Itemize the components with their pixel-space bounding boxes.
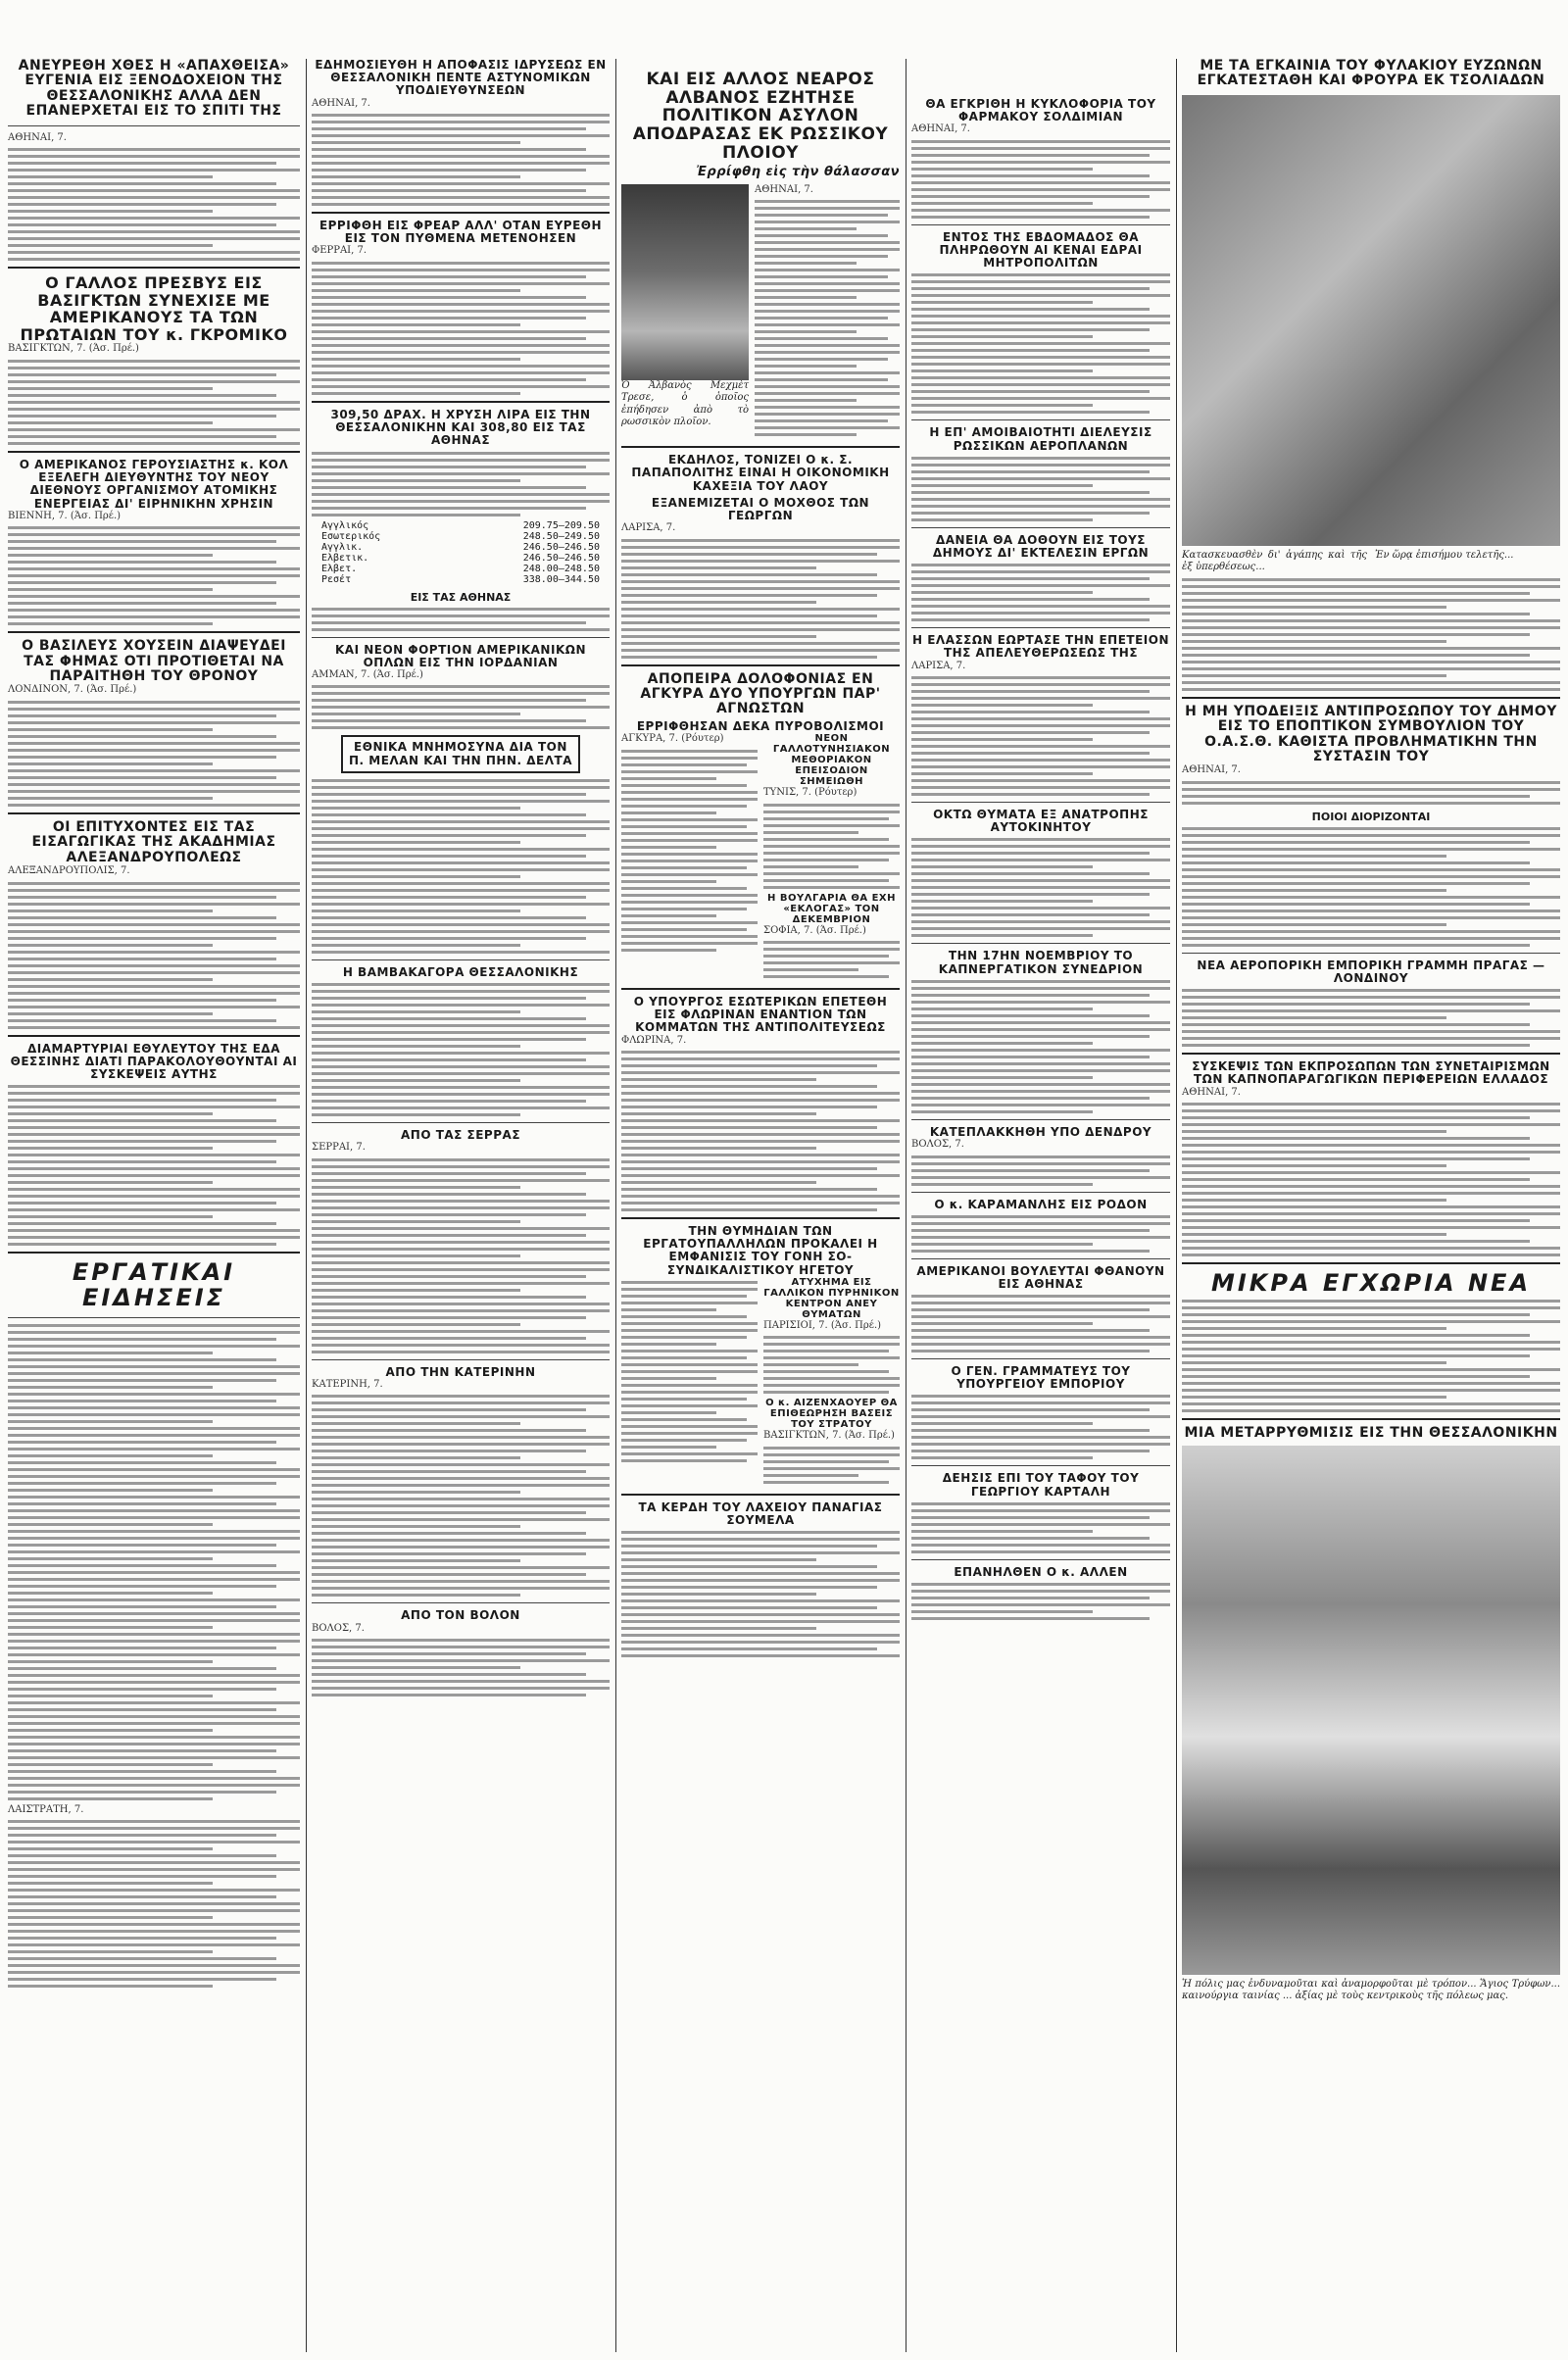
headline: ΕΚΔΗΛΟΣ, ΤΟΝΙΖΕΙ Ο κ. Σ. ΠΑΠΑΠΟΛΙΤΗΣ ΕΙΝΑΙ Η ΟΙΚΟΝΟΜΙΚΗ ΚΑΧΕΞΙΑ ΤΟΥ ΛΑΟΥ (631, 453, 890, 493)
article-body (312, 1639, 610, 1696)
headline: ΑΝΕΥΡΕΘΗ ΧΘΕΣ Η «ΑΠΑΧΘΕΙΣΑ» ΕΥΓΕΝΙΑ ΕΙΣ ΞΕΝΟΔΟΧΕΙΟΝ ΤΗΣ ΘΕΣΣΑΛΟΝΙΚΗΣ ΑΛΛΑ ΔΕΝ ΕΠΑΝΕΡΧΕΤΑΙ ΕΙΣ ΤΟ ΣΠΙΤΙ ΤΗΣ (18, 58, 290, 120)
dateline: ΑΘΗΝΑΙ, 7. (755, 183, 813, 195)
headline: ΑΠΟ ΤΗΝ ΚΑΤΕΡΙΝΗΝ (385, 1364, 536, 1379)
article-body (8, 360, 300, 445)
dateline: ΑΓΚΥΡΑ, 7. (Ρόυτερ) (621, 733, 724, 745)
headline: ΣΥΣΚΕΨΙΣ ΤΩΝ ΕΚΠΡΟΣΩΠΩΝ ΤΩΝ ΣΥΝΕΤΑΙΡΙΣΜΩΝ ΤΩΝ ΚΑΠΝΟΠΑΡΑΓΩΓΙΚΩΝ ΠΕΡΙΦΕΡΕΙΩΝ ΕΛΛΑΔΟΣ (1192, 1059, 1550, 1087)
headline: ΝΕΑ ΑΕΡΟΠΟΡΙΚΗ ΕΜΠΟΡΙΚΗ ΓΡΑΜΜΗ ΠΡΑΓΑΣ — ΛΟΝΔΙΝΟΥ (1197, 958, 1545, 986)
headline: Η ΒΟΥΛΓΑΡΙΑ ΘΑ ΕΧΗ «ΕΚΛΟΓΑΣ» ΤΟΝ ΔΕΚΕΜΒΡΙΟΝ (767, 892, 896, 925)
column-rule (1176, 59, 1177, 2352)
dateline: ΣΟΦΙΑ, 7. (Άσ. Πρέ.) (763, 924, 866, 936)
article-body (621, 1281, 758, 1462)
dateline: ΦΕΡΡΑΙ, 7. (312, 245, 368, 257)
kicker: Ἐρρίφθη εἰς τὴν θάλασσαν (696, 165, 900, 180)
headline: ΟΙ ΕΠΙΤΥΧΟΝΤΕΣ ΕΙΣ ΤΑΣ ΕΙΣΑΓΩΓΙΚΑΣ ΤΗΣ ΑΚΑΔΗΜΙΑΣ ΑΛΕΞΑΝΔΡΟΥΠΟΛΕΩΣ (31, 818, 276, 865)
portrait-photo (621, 184, 749, 380)
headline: Η ΕΛΑΣΣΩΝ ΕΩΡΤΑΣΕ ΤΗΝ ΕΠΕΤΕΙΟΝ ΤΗΣ ΑΠΕΛΕΥΘΕΡΩΣΕΩΣ ΤΗΣ (911, 633, 1170, 661)
photo-caption: Ὁ Ἀλβανὸς Μεχμὲτ Τρεσε, ὁ ὁποῖος ἐπήδησεν ἀπὸ τὸ ρωσσικὸν πλοῖον. (621, 379, 749, 428)
article-body (8, 148, 300, 261)
headline: ΕΞΑΝΕΜΙΖΕΤΑΙ Ο ΜΟΧΘΟΣ ΤΩΝ ΓΕΩΡΓΩΝ (651, 495, 870, 522)
article-body (621, 1531, 900, 1657)
article-body (1182, 578, 1560, 691)
currency-table (321, 520, 600, 585)
article-body (312, 114, 610, 206)
evzones-photo (1182, 95, 1560, 546)
headline: ΜΙΑ ΜΕΤΑΡΡΥΘΜΙΣΙΣ ΕΙΣ ΤΗΝ ΘΕΣΣΑΛΟΝΙΚΗΝ (1184, 1425, 1558, 1442)
headline: ΑΠΟ ΤΟΝ ΒΟΛΟΝ (401, 1608, 520, 1623)
column-4 (911, 98, 1170, 1624)
dateline: ΤΥΝΙΣ, 7. (Ρόυτερ) (763, 787, 858, 799)
dateline: ΒΟΛΟΣ, 7. (312, 1622, 365, 1634)
article-body (911, 1583, 1170, 1620)
headline: ΕΝΤΟΣ ΤΗΣ ΕΒΔΟΜΑΔΟΣ ΘΑ ΠΛΗΡΩΘΟΥΝ ΑΙ ΚΕΝΑΙ ΕΔΡΑΙ ΜΗΤΡΟΠΟΛΙΤΩΝ (939, 229, 1143, 270)
subheading: ΠΟΙΟΙ ΔΙΟΡΙΖΟΝΤΑΙ (1311, 810, 1431, 823)
headline: Η ΕΠ' ΑΜΟΙΒΑΙΟΤΗΤΙ ΔΙΕΛΕΥΣΙΣ ΡΩΣΣΙΚΩΝ ΑΕΡΟΠΛΑΝΩΝ (929, 425, 1152, 453)
headline: ΑΜΕΡΙΚΑΝΟΙ ΒΟΥΛΕΥΤΑΙ ΦΘΑΝΟΥΝ ΕΙΣ ΑΘΗΝΑΣ (916, 1263, 1165, 1291)
headline: ΕΡΡΙΦΘΗΣΑΝ ΔΕΚΑ ΠΥΡΟΒΟΛΙΣΜΟΙ (636, 718, 885, 733)
boxed-notice (341, 735, 580, 772)
article-body (312, 779, 610, 954)
headline: ΕΔΗΜΟΣΙΕΥΘΗ Η ΑΠΟΦΑΣΙΣ ΙΔΡΥΣΕΩΣ ΕΝ ΘΕΣΣΑΛΟΝΙΚΗ ΠΕΝΤΕ ΑΣΤΥΝΟΜΙΚΩΝ ΥΠΟΔΙΕΥΘΥΝΣΕΩΝ (315, 58, 607, 98)
article-body (621, 750, 758, 952)
dateline: ΛΑΙΣΤΡΑΤΗ, 7. (8, 1803, 84, 1815)
article-body (911, 1295, 1170, 1352)
dateline: ΛΟΝΔΙΝΟΝ, 7. (Άσ. Πρέ.) (8, 684, 137, 696)
headline: Ο κ. ΚΑΡΑΜΑΝΛΗΣ ΕΙΣ ΡΟΔΟΝ (934, 1197, 1148, 1211)
article-body (8, 1324, 300, 1800)
dateline: ΦΛΩΡΙΝΑ, 7. (621, 1034, 687, 1046)
column-3 (621, 71, 900, 1661)
dateline: ΣΕΡΡΑΙ, 7. (312, 1142, 366, 1154)
headline: ΤΗΝ ΘΥΜΗΔΙΑΝ ΤΩΝ ΕΡΓΑΤΟΥΠΑΛΛΗΛΩΝ ΠΡΟΚΑΛΕΙ Η ΕΜΦΑΝΙΣΙΣ ΤΟΥ ΓΟΝΗ ΣΟ-ΣΥΝΔΙΚΑΛΙΣΤΙΚΟΥ ΗΓΕΤΟΥ (643, 1224, 878, 1277)
headline: ΚΑΤΕΠΛΑΚΚΗΘΗ ΥΠΟ ΔΕΝΔΡΟΥ (929, 1124, 1152, 1139)
article-body (911, 140, 1170, 219)
dateline: ΒΑΣΙΓΚΤΩΝ, 7. (Άσ. Πρέ.) (8, 343, 139, 355)
article-body (911, 1502, 1170, 1553)
article-body (1182, 1300, 1560, 1412)
headline: ΤΗΝ 17ΗΝ ΝΟΕΜΒΡΙΟΥ ΤΟ ΚΑΠΝΕΡΓΑΤΙΚΟΝ ΣΥΝΕΔΡΙΟΝ (938, 949, 1144, 976)
headline: Ο ΥΠΟΥΡΓΟΣ ΕΣΩΤΕΡΙΚΩΝ ΕΠΕΤΕΘΗ ΕΙΣ ΦΛΩΡΙΝΑΝ ΕΝΑΝΤΙΟΝ ΤΩΝ ΚΟΜΜΑΤΩΝ ΤΗΣ ΑΝΤΙΠΟΛΙΤΕΥΣΕΩΣ (633, 995, 888, 1035)
photo-caption: Ἡ πόλις μας ἐνδυναμοῦται καὶ ἀναμορφοῦται μὲ τρόπον... Ἅγιος Τρύφων... καινούργια ταινίας ... ἀξίας μὲ τοὺς κεντρικοὺς τῆς πόλεως μας. (1182, 1978, 1560, 2002)
column-1 (8, 59, 300, 1991)
dateline: ΑΛΕΞΑΝΔΡΟΥΠΟΛΙΣ, 7. (8, 865, 130, 877)
article-body (1182, 989, 1560, 1047)
table-row: Εσωτερικός 248.50—249.50 (321, 530, 600, 542)
headline: ΘΑ ΕΓΚΡΙΘΗ Η ΚΥΚΛΟΦΟΡΙΑ ΤΟΥ ΦΑΡΜΑΚΟΥ ΣΟΛΔΙΜΙΑΝ (925, 97, 1156, 124)
table-row: Ελβετικ. 246.50—246.50 (321, 552, 600, 564)
headline: ΜΕ ΤΑ ΕΓΚΑΙΝΙΑ ΤΟΥ ΦΥΛΑΚΙΟΥ ΕΥΖΩΝΩΝ ΕΓΚΑΤΕΣΤΑΘΗ ΚΑΙ ΦΡΟΥΡΑ ΕΚ ΤΣΟΛΙΑΔΩΝ (1197, 58, 1545, 89)
headline: Ο κ. ΑΙΖΕΝΧΑΟΥΕΡ ΘΑ ΕΠΙΘΕΩΡΗΣΗ ΒΑΣΕΙΣ ΤΟΥ ΣΤΡΑΤΟΥ (765, 1398, 898, 1431)
article-body (8, 526, 300, 625)
headline: ΔΕΗΣΙΣ ΕΠΙ ΤΟΥ ΤΑΦΟΥ ΤΟΥ ΓΕΩΡΓΙΟΥ ΚΑΡΤΑΛΗ (942, 1471, 1140, 1499)
headline: ΔΑΝΕΙΑ ΘΑ ΔΟΘΟΥΝ ΕΙΣ ΤΟΥΣ ΔΗΜΟΥΣ ΔΙ' ΕΚΤΕΛΕΣΙΝ ΕΡΓΩΝ (932, 532, 1150, 560)
headline: ΑΤΥΧΗΜΑ ΕΙΣ ΓΑΛΛΙΚΟΝ ΠΥΡΗΝΙΚΟΝ ΚΕΝΤΡΟΝ ΑΝΕΥ ΘΥΜΑΤΩΝ (763, 1276, 900, 1320)
headline: ΟΚΤΩ ΘΥΜΑΤΑ ΕΞ ΑΝΑΤΡΟΠΗΣ ΑΥΤΟΚΙΝΗΤΟΥ (933, 808, 1149, 835)
dateline: ΒΙΕΝΝΗ, 7. (Άσ. Πρέ.) (8, 510, 122, 521)
article-body (8, 701, 300, 807)
article-body (312, 608, 610, 631)
article-body (763, 941, 900, 978)
article-body (312, 1158, 610, 1353)
dateline: ΒΑΣΙΓΚΤΩΝ, 7. (Άσ. Πρέ.) (763, 1430, 895, 1442)
column-2 (312, 59, 610, 1700)
article-body (312, 452, 610, 516)
article-body (312, 983, 610, 1116)
table-row: Ρεσέτ 338.00—344.50 (321, 573, 600, 585)
photo-caption: Ἐν ὥρᾳ ἐπισήμου τελετῆς... (1375, 549, 1514, 561)
dateline: ΑΘΗΝΑΙ, 7. (1182, 1086, 1241, 1098)
article-body (911, 564, 1170, 621)
headline: ΔΙΑΜΑΡΤΥΡΙΑΙ ΕΘΥΛΕΥΤΟΥ ΤΗΣ ΕΔΑ ΘΕΣΣΙΝΗΣ ΔΙΑΤΙ ΠΑΡΑΚΟΛΟΥΘΟΥΝΤΑΙ ΑΙ ΣΥΣΚΕΨΕΙΣ ΑΥΤΗΣ (10, 1041, 298, 1081)
section-title: ΕΡΓΑΤΙΚΑΙ ΕΙΔΗΣΕΙΣ (72, 1258, 236, 1312)
article-body (763, 1447, 900, 1484)
dateline: ΑΘΗΝΑΙ, 7. (8, 131, 67, 143)
headline: ΕΘΝΙΚΑ ΜΝΗΜΟΣΥΝΑ ΔΙΑ ΤΟΝ Π. ΜΕΛΑΝ ΚΑΙ ΤΗΝ ΠΗΝ. ΔΕΛΤΑ (349, 740, 572, 767)
headline: ΚΑΙ ΝΕΟΝ ΦΟΡΤΙΟΝ ΑΜΕΡΙΚΑΝΙΚΩΝ ΟΠΛΩΝ ΕΙΣ ΤΗΝ ΙΟΡΔΑΝΙΑΝ (335, 642, 586, 669)
article-body (8, 1085, 300, 1246)
dateline: ΑΜΜΑΝ, 7. (Άσ. Πρέ.) (312, 668, 423, 680)
article-body (621, 1051, 900, 1211)
article-body (911, 838, 1170, 937)
photo-story (621, 184, 900, 441)
article-body (312, 262, 610, 395)
dateline: ΚΑΤΕΡΙΝΗ, 7. (312, 1378, 383, 1390)
article-body (911, 457, 1170, 521)
headline: Ο ΒΑΣΙΛΕΥΣ ΧΟΥΣΕΙΝ ΔΙΑΨΕΥΔΕΙ ΤΑΣ ΦΗΜΑΣ ΟΤΙ ΠΡΟΤΙΘΕΤΑΙ ΝΑ ΠΑΡΑΙΤΗΘΗ ΤΟΥ ΘΡΟΝΟΥ (22, 638, 286, 684)
headline: Η ΒΑΜΒΑΚΑΓΟΡΑ ΘΕΣΣΑΛΟΝΙΚΗΣ (342, 964, 579, 979)
headline: ΑΠΟΠΕΙΡΑ ΔΟΛΟΦΟΝΙΑΣ ΕΝ ΑΓΚΥΡΑ ΔΥΟ ΥΠΟΥΡΓΩΝ ΠΑΡ' ΑΓΝΩΣΤΩΝ (640, 670, 881, 717)
subheading: ΕΙΣ ΤΑΣ ΑΘΗΝΑΣ (410, 590, 512, 604)
dateline: ΒΟΛΟΣ, 7. (911, 1139, 964, 1150)
dateline: ΠΑΡΙΣΙΟΙ, 7. (Άσ. Πρέ.) (763, 1319, 882, 1331)
dateline: ΑΘΗΝΑΙ, 7. (312, 97, 370, 109)
article-body (911, 273, 1170, 414)
article-body (911, 676, 1170, 796)
column-rule (615, 59, 616, 2352)
article-body (1182, 827, 1560, 947)
headline: 309,50 ΔΡΑΧ. Η ΧΡΥΣΗ ΛΙΡΑ ΕΙΣ ΤΗΝ ΘΕΣΣΑΛΟΝΙΚΗΝ ΚΑΙ 308,80 ΕΙΣ ΤΑΣ ΑΘΗΝΑΣ (330, 407, 591, 448)
building-photo (1182, 1446, 1560, 1975)
article-body (621, 539, 900, 659)
headline: ΤΑ ΚΕΡΔΗ ΤΟΥ ΛΑΧΕΙΟΥ ΠΑΝΑΓΙΑΣ ΣΟΥΜΕΛΑ (638, 1500, 883, 1528)
article-body (911, 1155, 1170, 1186)
article-body (763, 1336, 900, 1394)
article-body (755, 200, 900, 436)
article-body (763, 804, 900, 889)
article-body (911, 1215, 1170, 1253)
article-body (1182, 781, 1560, 805)
headline: Ο ΑΜΕΡΙΚΑΝΟΣ ΓΕΡΟΥΣΙΑΣΤΗΣ κ. ΚΟΛ ΕΞΕΛΕΓΗ ΔΙΕΥΘΥΝΤΗΣ ΤΟΥ ΝΕΟΥ ΔΙΕΘΝΟΥΣ ΟΡΓΑΝΙΣΜΟΥ ΑΤΟΜΙΚΗΣ ΕΝΕΡΓΕΙΑΣ ΔΙ' ΕΙΡΗΝΙΚΗΝ ΧΡΗΣΙΝ (19, 457, 289, 511)
table-row: Αγγλικ. 246.50—246.50 (321, 541, 600, 553)
table-row: Αγγλικός 209.75—209.50 (321, 519, 600, 531)
article-body (312, 1395, 610, 1597)
section-title: ΜΙΚΡΑ ΕΓΧΩΡΙΑ ΝΕΑ (1210, 1269, 1532, 1298)
headline: ΕΡΡΙΦΘΗ ΕΙΣ ΦΡΕΑΡ ΑΛΛ' ΟΤΑΝ ΕΥΡΕΘΗ ΕΙΣ ΤΟΝ ΠΥΘΜΕΝΑ ΜΕΤΕΝΟΗΣΕΝ (318, 219, 603, 246)
photo-caption: Κατασκευασθὲν δι' ἀγάπης καὶ τῆς ἐξ ὑπερθέσεως... (1182, 549, 1367, 573)
article-body (1182, 1103, 1560, 1256)
column-5 (1182, 59, 1560, 2003)
dateline: ΑΘΗΝΑΙ, 7. (911, 123, 970, 135)
table-row: Ελβετ. 248.00—248.50 (321, 563, 600, 574)
headline: ΝΕΟΝ ΓΑΛΛΟΤΥΝΗΣΙΑΚΟΝ ΜΕΘΟΡΙΑΚΟΝ ΕΠΕΙΣΟΔΙΟΝ ΣΗΜΕΙΩΘΗ (772, 733, 891, 788)
article-body (911, 1395, 1170, 1459)
headline: ΕΠΑΝΗΛΘΕΝ Ο κ. ΑΛΛΕΝ (954, 1564, 1128, 1579)
dateline: ΛΑΡΙΣΑ, 7. (911, 660, 966, 671)
headline: Ο ΓΕΝ. ΓΡΑΜΜΑΤΕΥΣ ΤΟΥ ΥΠΟΥΡΓΕΙΟΥ ΕΜΠΟΡΙΟΥ (951, 1364, 1131, 1392)
dateline: ΛΑΡΙΣΑ, 7. (621, 522, 676, 534)
article-body (312, 685, 610, 729)
headline: ΚΑΙ ΕΙΣ ΑΛΛΟΣ ΝΕΑΡΟΣ ΑΛΒΑΝΟΣ ΕΖΗΤΗΣΕ ΠΟΛΙΤΙΚΟΝ ΑΣΥΛΟΝ ΑΠΟΔΡΑΣΑΣ ΕΚ ΡΩΣΣΙΚΟΥ ΠΛΟΙΟΥ (632, 70, 889, 163)
article-body (8, 882, 300, 1029)
article-body (8, 1820, 300, 1988)
column-rule (306, 59, 307, 2352)
headline: Η ΜΗ ΥΠΟΔΕΙΞΙΣ ΑΝΤΙΠΡΟΣΩΠΟΥ ΤΟΥ ΔΗΜΟΥ ΕΙΣ ΤΟ ΕΠΟΠΤΙΚΟΝ ΣΥΜΒΟΥΛΙΟΝ ΤΟΥ Ο.Α.Σ.Θ. ΚΑΘΙΣΤΑ ΠΡΟΒΛΗΜΑΤΙΚΗΝ ΤΗΝ ΣΥΣΤΑΣΙΝ ΤΟΥ (1185, 703, 1557, 764)
headline: Ο ΓΑΛΛΟΣ ΠΡΕΣΒΥΣ ΕΙΣ ΒΑΣΙΓΚΤΩΝ ΣΥΝΕΧΙΣΕ ΜΕ ΑΜΕΡΙΚΑΝΟΥΣ ΤΑ ΤΩΝ ΠΡΩΤΑΙΩΝ ΤΟΥ κ. ΓΚΡΟΜΙΚΟ (20, 273, 288, 344)
dateline: ΑΘΗΝΑΙ, 7. (1182, 764, 1241, 776)
article-body (911, 980, 1170, 1113)
headline: ΑΠΟ ΤΑΣ ΣΕΡΡΑΣ (400, 1127, 521, 1142)
